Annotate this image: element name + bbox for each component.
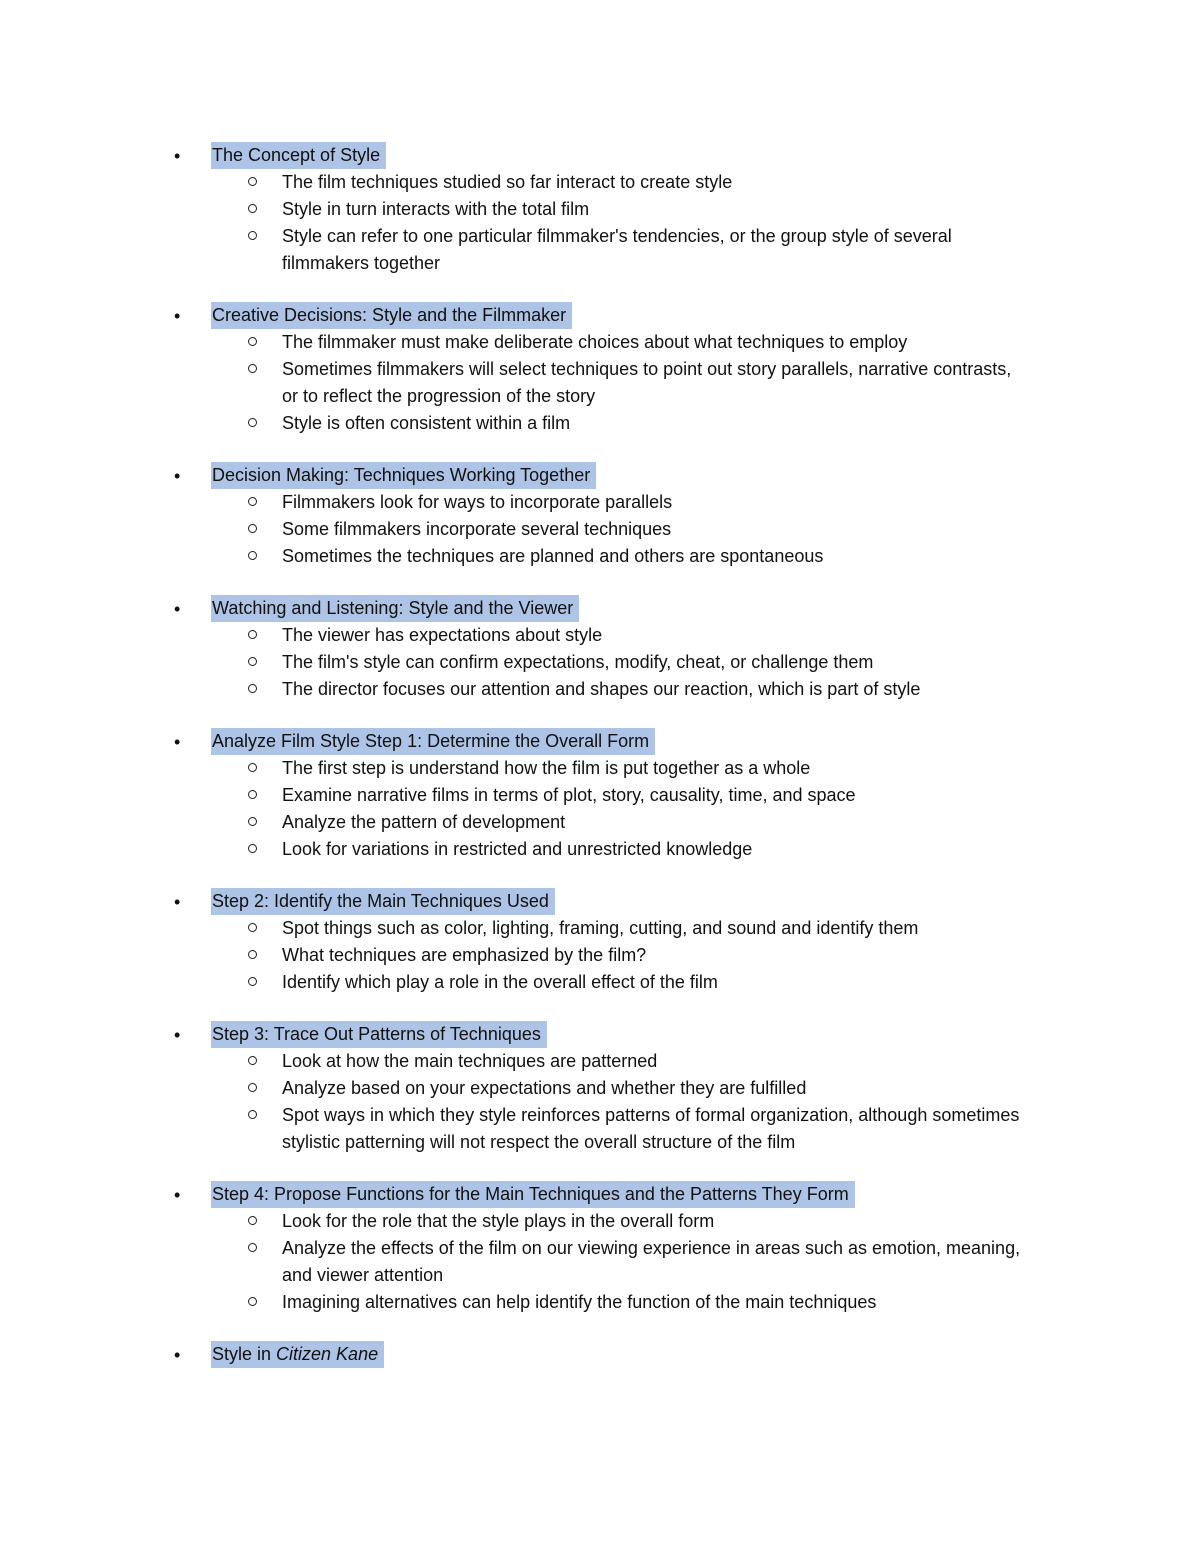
outline-section [0, 462, 1200, 570]
circle-bullet-icon [248, 817, 257, 826]
list-item: Style can refer to one particular filmmaker's tendencies, or the group style of several filmmakers together [0, 223, 1200, 277]
list-item: The film techniques studied so far interact to create style [0, 169, 1200, 196]
section-heading: Analyze Film Style Step 1: Determine the Overall Form [211, 728, 655, 755]
list-item: Identify which play a role in the overall effect of the film [0, 969, 1200, 996]
bullet-icon: • [174, 306, 181, 326]
circle-bullet-icon [248, 763, 257, 772]
circle-bullet-icon [248, 684, 257, 693]
circle-bullet-icon [248, 1216, 257, 1225]
section-heading: Step 4: Propose Functions for the Main Techniques and the Patterns They Form [211, 1181, 855, 1208]
list-item: The film's style can confirm expectations, modify, cheat, or challenge them [0, 649, 1200, 676]
list-item: Sometimes filmmakers will select techniques to point out story parallels, narrative contrasts, or to reflect the progression of the story [0, 356, 1200, 410]
outline-section [0, 888, 1200, 996]
circle-bullet-icon [248, 950, 257, 959]
bullet-icon: • [174, 146, 181, 166]
circle-bullet-icon [248, 364, 257, 373]
list-item: Look at how the main techniques are patterned [0, 1048, 1200, 1075]
list-item: Some filmmakers incorporate several techniques [0, 516, 1200, 543]
bullet-icon: • [174, 466, 181, 486]
circle-bullet-icon [248, 977, 257, 986]
outline-section [0, 728, 1200, 863]
circle-bullet-icon [248, 524, 257, 533]
circle-bullet-icon [248, 177, 257, 186]
circle-bullet-icon [248, 1056, 257, 1065]
list-item: Look for the role that the style plays in the overall form [0, 1208, 1200, 1235]
bullet-icon: • [174, 1025, 181, 1045]
bullet-icon: • [174, 892, 181, 912]
outline-section [0, 1181, 1200, 1316]
list-item: Examine narrative films in terms of plot, story, causality, time, and space [0, 782, 1200, 809]
circle-bullet-icon [248, 1243, 257, 1252]
section-heading: Decision Making: Techniques Working Together [211, 462, 596, 489]
section-heading: Step 3: Trace Out Patterns of Techniques [211, 1021, 547, 1048]
list-item: Spot ways in which they style reinforces patterns of formal organization, although sometimes stylistic patterning will not respect the overall structure of the film [0, 1102, 1200, 1156]
circle-bullet-icon [248, 790, 257, 799]
circle-bullet-icon [248, 1110, 257, 1119]
circle-bullet-icon [248, 231, 257, 240]
bullet-icon: • [174, 1185, 181, 1205]
circle-bullet-icon [248, 497, 257, 506]
list-item: Spot things such as color, lighting, framing, cutting, and sound and identify them [0, 915, 1200, 942]
list-item: The viewer has expectations about style [0, 622, 1200, 649]
outline-section [0, 302, 1200, 437]
bullet-icon: • [174, 732, 181, 752]
circle-bullet-icon [248, 1083, 257, 1092]
circle-bullet-icon [248, 844, 257, 853]
bullet-icon: • [174, 599, 181, 619]
section-heading-citizen-kane: Style in Citizen Kane [211, 1341, 384, 1368]
film-title: Citizen Kane [276, 1344, 379, 1364]
bullet-icon: • [174, 1345, 181, 1365]
list-item: Analyze based on your expectations and whether they are fulfilled [0, 1075, 1200, 1102]
list-item: What techniques are emphasized by the film? [0, 942, 1200, 969]
list-item: Sometimes the techniques are planned and others are spontaneous [0, 543, 1200, 570]
outline-section [0, 142, 1200, 277]
list-item: Look for variations in restricted and unrestricted knowledge [0, 836, 1200, 863]
section-heading: The Concept of Style [211, 142, 386, 169]
list-item: Analyze the effects of the film on our viewing experience in areas such as emotion, meaning, and viewer attention [0, 1235, 1200, 1289]
list-item: Style in turn interacts with the total film [0, 196, 1200, 223]
section-heading: Creative Decisions: Style and the Filmmaker [211, 302, 572, 329]
list-item: Imagining alternatives can help identify the function of the main techniques [0, 1289, 1200, 1316]
outline-section [0, 595, 1200, 703]
circle-bullet-icon [248, 204, 257, 213]
section-heading: Step 2: Identify the Main Techniques Used [211, 888, 555, 915]
list-item: The filmmaker must make deliberate choices about what techniques to employ [0, 329, 1200, 356]
list-item: Style is often consistent within a film [0, 410, 1200, 437]
list-item: The director focuses our attention and shapes our reaction, which is part of style [0, 676, 1200, 703]
list-item: Filmmakers look for ways to incorporate parallels [0, 489, 1200, 516]
section-heading: Watching and Listening: Style and the Viewer [211, 595, 579, 622]
list-item: Analyze the pattern of development [0, 809, 1200, 836]
outline-section [0, 1021, 1200, 1156]
circle-bullet-icon [248, 418, 257, 427]
outline-section [0, 1341, 1200, 1368]
list-item: The first step is understand how the film is put together as a whole [0, 755, 1200, 782]
circle-bullet-icon [248, 1297, 257, 1306]
circle-bullet-icon [248, 923, 257, 932]
circle-bullet-icon [248, 630, 257, 639]
circle-bullet-icon [248, 657, 257, 666]
circle-bullet-icon [248, 551, 257, 560]
circle-bullet-icon [248, 337, 257, 346]
